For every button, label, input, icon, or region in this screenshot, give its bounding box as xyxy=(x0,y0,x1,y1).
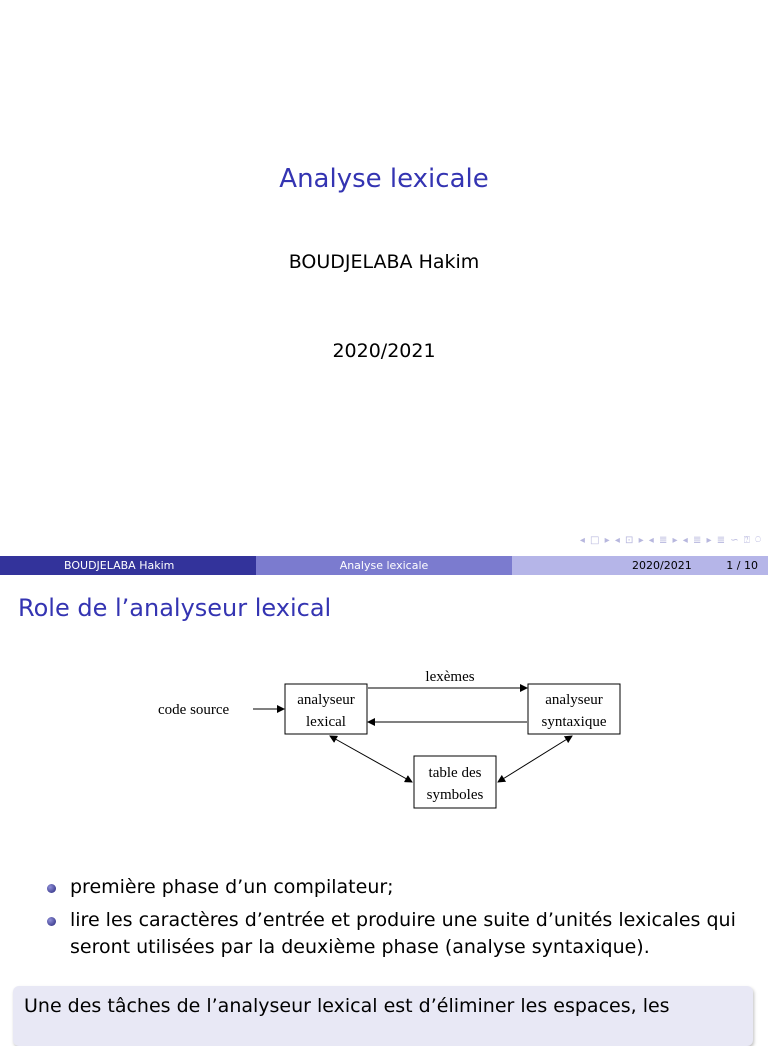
lexer-table-arrow xyxy=(330,736,412,782)
bullet-item xyxy=(44,907,744,961)
footer-page-number: 1 / 10 xyxy=(726,559,758,572)
bullet-text: première phase d’un compilateur; xyxy=(70,876,394,898)
frame-title: Role de l’analyseur lexical xyxy=(18,594,332,622)
slide-footer xyxy=(0,556,768,575)
bullet-icon xyxy=(47,884,56,893)
presentation-date: 2020/2021 xyxy=(332,340,436,362)
note-block xyxy=(13,986,753,1046)
bullet-list xyxy=(44,874,744,967)
presentation-author: BOUDJELABA Hakim xyxy=(288,251,480,273)
parser-table-arrow xyxy=(498,736,572,782)
footer-date: 2020/2021 xyxy=(632,559,692,572)
footer-author: BOUDJELABA Hakim xyxy=(0,556,256,575)
content-slide xyxy=(0,576,768,1024)
lexer-label-1: analyseur xyxy=(297,692,355,708)
presentation-title: Analyse lexicale xyxy=(279,164,489,194)
lexemes-label: lexèmes xyxy=(425,669,475,685)
note-block-text: Une des tâches de l’analyseur lexical est d’éliminer les espaces, les xyxy=(24,995,670,1017)
symbol-table-label-1: table des xyxy=(428,765,482,781)
symbol-table-label-2: symboles xyxy=(426,787,484,803)
lexer-label-2: lexical xyxy=(306,714,346,730)
parser-label-1: analyseur xyxy=(545,692,603,708)
code-source-label: code source xyxy=(158,702,230,718)
parser-label-2: syntaxique xyxy=(541,714,607,730)
footer-title: Analyse lexicale xyxy=(256,556,512,575)
bullet-icon xyxy=(47,917,56,926)
beamer-navigation-icons[interactable]: ◂ □ ▸ ◂ ⊡ ▸ ◂ ≣ ▸ ◂ ≣ ▸ ≣ ∽ ⍰ ⍥ xyxy=(579,535,762,546)
lexer-diagram xyxy=(150,669,630,844)
bullet-text: lire les caractères d’entrée et produire une suite d’unités lexicales qui seront utilisées par la deuxième phase (analyse syntaxique). xyxy=(70,909,736,958)
footer-right xyxy=(512,556,768,575)
bullet-item xyxy=(44,874,744,901)
